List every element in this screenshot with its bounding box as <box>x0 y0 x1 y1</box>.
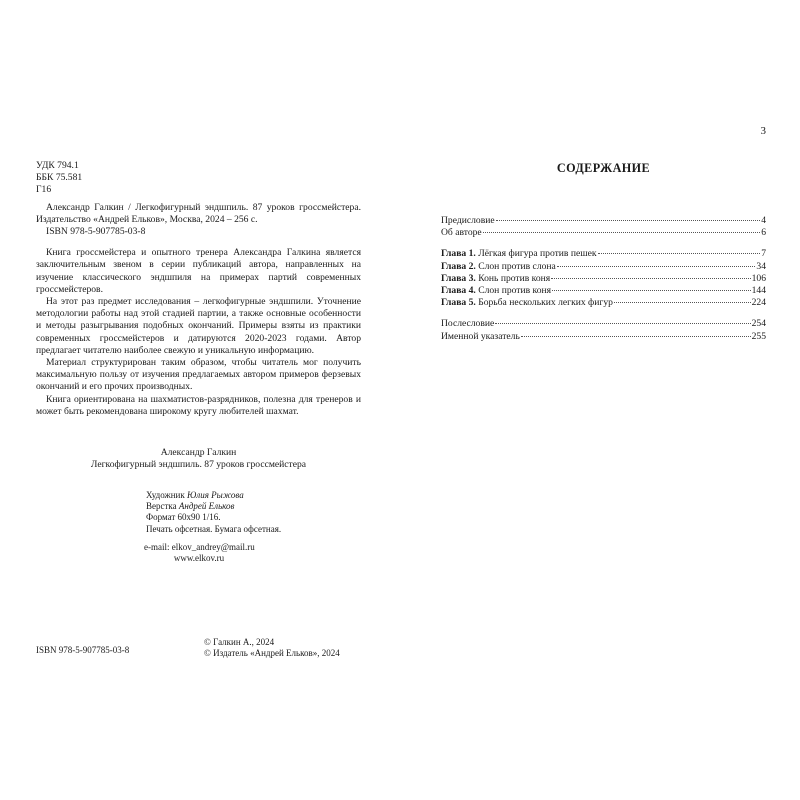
annotation-paragraph: Книга ориентирована на шахматистов-разрядников, полезна для тренеров и может быть рекомендована широкому кругу любителей шахмат. <box>36 393 361 417</box>
toc-entry-page: 34 <box>756 260 766 272</box>
layout-label: Верстка <box>146 501 177 512</box>
table-of-contents <box>441 215 766 343</box>
format-info: Формат 60х90 1/16. <box>146 512 221 523</box>
toc-entry-title: Борьба нескольких легких фигур <box>478 297 613 309</box>
toc-entry-page: 106 <box>751 272 766 284</box>
toc-entry-preface[interactable] <box>441 215 766 227</box>
artist-label: Художник <box>146 490 185 500</box>
artist-credit <box>146 490 361 501</box>
toc-entry-chapter-3[interactable] <box>441 273 766 285</box>
toc-entry-page: 7 <box>761 248 766 260</box>
toc-leader-dots <box>551 278 750 279</box>
toc-chapter-prefix: Глава 2. <box>441 260 476 272</box>
bibliographic-citation: Александр Галкин / Легкофигурный эндшпиль. 87 уроков гроссмейстера. Издательство «Андрей Ельков», Москва, 2024 – 256 с. <box>36 201 361 225</box>
toc-entry-title: Об авторе <box>441 227 482 239</box>
artist-name: Юлия Рыжова <box>186 490 244 500</box>
toc-entry-page: 144 <box>751 284 766 296</box>
print-info: Печать офсетная. Бумага офсетная. <box>146 523 282 534</box>
book-credits <box>36 447 361 471</box>
toc-entry-page: 6 <box>761 227 766 239</box>
toc-entry-page: 254 <box>751 318 766 330</box>
classification-codes <box>36 160 361 197</box>
website-address: www.elkov.ru <box>173 553 225 564</box>
page-number: 3 <box>760 125 766 137</box>
annotation-paragraph: На этот раз предмет исследования – легкофигурные эндшпили. Уточнение методологии работы над этой стадией партии, а также основные особенности и методы разыгрывания подобных окончаний. Примеры взяты из практики современных гроссмейстеров и датируются 2020-2023 годами. Автор предлагает читателю наиболее свежую и уникальную информацию. <box>36 296 361 356</box>
layout-name: Андрей Ельков <box>178 501 235 512</box>
bbk-code: ББК 75.581 <box>36 172 83 184</box>
toc-entry-title: Слон против слона <box>478 260 556 272</box>
toc-leader-dots <box>557 266 756 267</box>
author-name: Александр Галкин <box>160 447 237 458</box>
toc-title: СОДЕРЖАНИЕ <box>556 161 651 175</box>
toc-entry-chapter-1[interactable] <box>441 248 766 260</box>
toc-chapter-prefix: Глава 1. <box>441 248 476 260</box>
toc-leader-dots <box>496 220 761 221</box>
toc-entry-title: Конь против коня <box>478 272 551 284</box>
production-credits <box>146 490 361 535</box>
toc-entry-about-author[interactable] <box>441 227 766 239</box>
toc-leader-dots <box>483 232 761 233</box>
toc-leader-dots <box>552 290 751 291</box>
toc-chapter-prefix: Глава 3. <box>441 272 476 284</box>
toc-entry-title: Послесловие <box>441 318 495 330</box>
isbn-bottom: ISBN 978-5-907785-03-8 <box>36 645 130 655</box>
toc-leader-dots <box>614 302 751 303</box>
toc-entry-title: Предисловие <box>441 215 495 226</box>
toc-entry-page: 224 <box>751 297 766 309</box>
email-address: e-mail: elkov_andrey@mail.ru <box>144 542 255 552</box>
toc-entry-name-index[interactable] <box>441 331 766 343</box>
annotation-paragraph: Книга гроссмейстера и опытного тренера Александра Галкина является заключительным звеном в серии публикаций автора, направленных на изучение классического эндшпиля на примерах партий современных гроссмейстеров. <box>36 247 361 295</box>
toc-entry-chapter-4[interactable] <box>441 285 766 297</box>
imprint-page <box>36 160 361 659</box>
toc-entry-title: Слон против коня <box>478 284 552 296</box>
copyright-publisher: © Издатель «Андрей Ельков», 2024 <box>204 648 340 659</box>
toc-entry-chapter-2[interactable] <box>441 261 766 273</box>
toc-entry-title: Именной указатель <box>441 330 520 342</box>
toc-chapter-prefix: Глава 5. <box>441 297 476 309</box>
toc-leader-dots <box>495 323 750 324</box>
udk-code: УДК 794.1 <box>36 160 79 171</box>
copyright-block <box>204 637 340 659</box>
author-mark: Г16 <box>36 184 52 196</box>
book-title: Легкофигурный эндшпиль. 87 уроков гроссмейстера <box>90 459 307 471</box>
isbn-top: ISBN 978-5-907785-03-8 <box>46 226 146 238</box>
toc-entry-chapter-5[interactable] <box>441 297 766 309</box>
layout-credit <box>146 501 361 512</box>
toc-leader-dots <box>521 336 751 337</box>
copyright-author: © Галкин А., 2024 <box>204 637 275 647</box>
toc-entry-page: 4 <box>761 215 766 226</box>
toc-chapter-prefix: Глава 4. <box>441 284 476 296</box>
toc-entry-page: 255 <box>751 330 766 342</box>
annotation-paragraph: Материал структурирован таким образом, чтобы читатель мог получить максимальную пользу от изучения предлагаемых автором примеров ферзевых окончаний и его прочих производных. <box>36 357 361 393</box>
publisher-contacts <box>144 542 254 564</box>
toc-leader-dots <box>598 253 761 254</box>
toc-entry-title: Лёгкая фигура против пешек <box>478 248 597 260</box>
annotation <box>36 247 361 418</box>
toc-entry-afterword[interactable] <box>441 318 766 330</box>
